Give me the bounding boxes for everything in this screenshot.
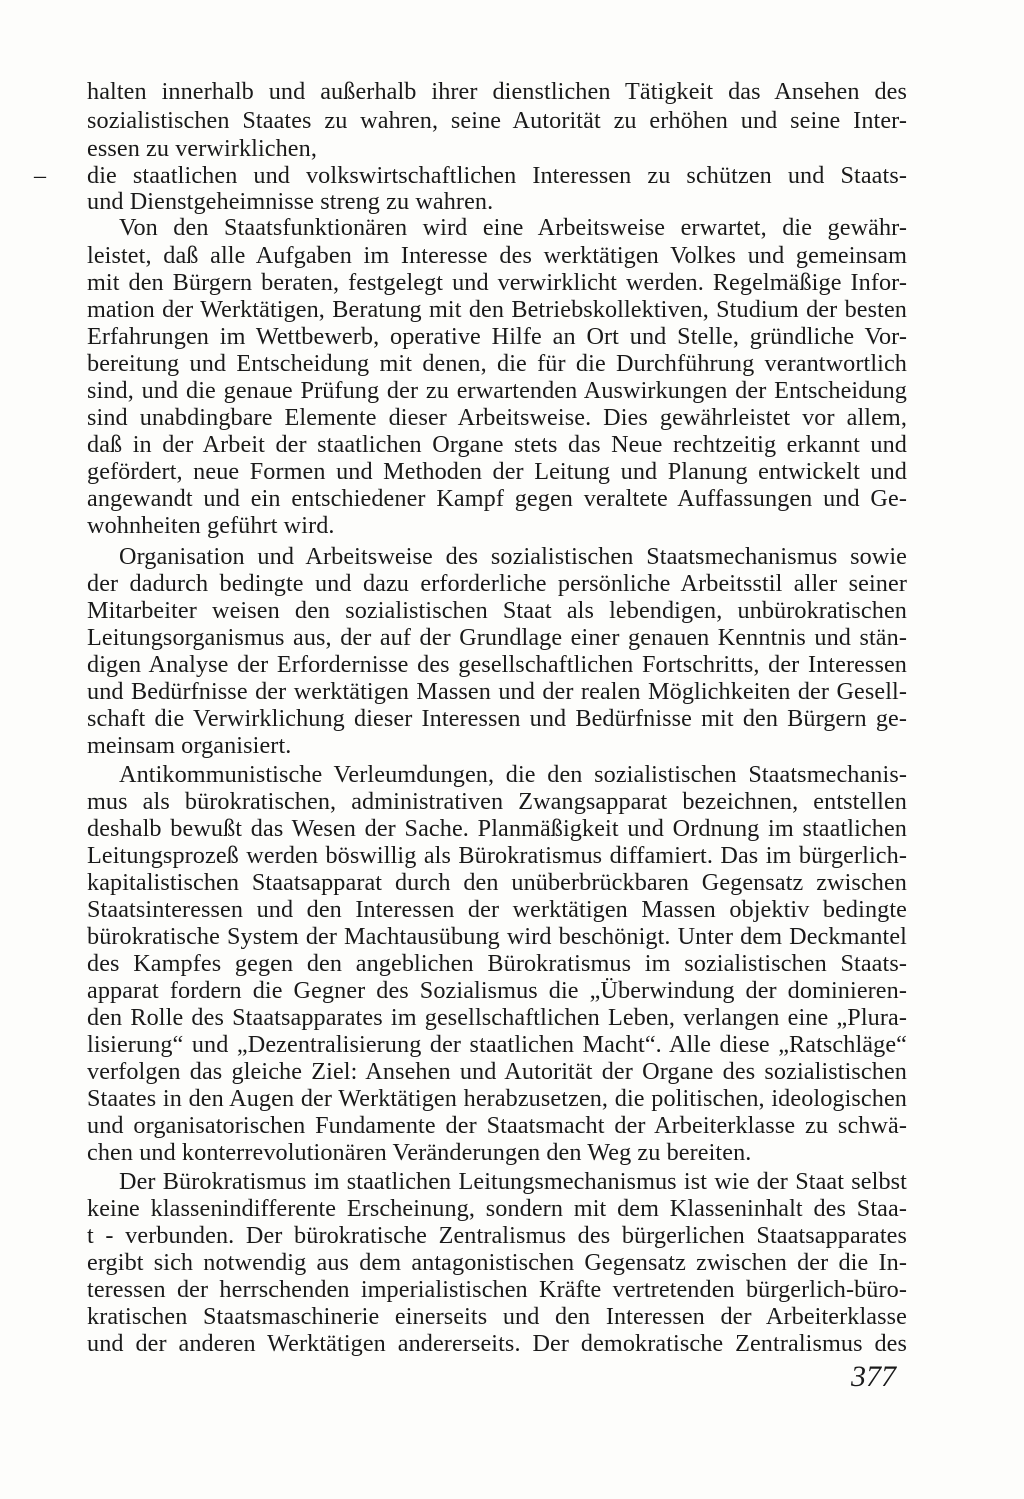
text-line: t - verbunden. Der bürokratische Zentralismus des bürgerlichen Staatsapparates <box>87 1222 907 1249</box>
text-line: mit den Bürgern beraten, festgelegt und verwirklicht werden. Regelmäßige Infor- <box>87 269 907 296</box>
text-line: meinsam organisiert. <box>87 732 292 759</box>
text-line: halten innerhalb und außerhalb ihrer dienstlichen Tätigkeit das Ansehen des <box>87 78 907 105</box>
text-line: Mitarbeiter weisen den sozialistischen Staat als lebendigen, unbürokratischen <box>87 597 907 624</box>
text-line: Antikommunistische Verleumdungen, die den sozialistischen Staatsmechanis- <box>119 761 907 788</box>
text-line: deshalb bewußt das Wesen der Sache. Planmäßigkeit und Ordnung im staatlichen <box>87 815 907 842</box>
text-line: apparat fordern die Gegner des Sozialismus die „Überwindung der dominieren- <box>87 977 907 1004</box>
text-line: digen Analyse der Erfordernisse des gesellschaftlichen Fortschritts, der Interessen <box>87 651 907 678</box>
text-line: und Bedürfnisse der werktätigen Massen und der realen Möglichkeiten der Gesell- <box>87 678 907 705</box>
text-line: der dadurch bedingte und dazu erforderliche persönliche Arbeitsstil aller seiner <box>87 570 907 597</box>
text-line: bereitung und Entscheidung mit denen, die für die Durchführung verantwortlich <box>87 350 907 377</box>
text-line: angewandt und ein entschiedener Kampf gegen veraltete Auffassungen und Ge- <box>87 485 907 512</box>
text-line: kapitalistischen Staatsapparat durch den unüberbrückbaren Gegensatz zwischen <box>87 869 907 896</box>
text-line: sind unabdingbare Elemente dieser Arbeitsweise. Dies gewährleistet vor allem, <box>87 404 907 431</box>
text-line: daß in der Arbeit der staatlichen Organe stets das Neue rechtzeitig erkannt und <box>87 431 907 458</box>
text-line: ergibt sich notwendig aus dem antagonistischen Gegensatz zwischen der die In- <box>87 1249 907 1276</box>
text-line: lisierung“ und „Dezentralisierung der staatlichen Macht“. Alle diese „Ratschläge“ <box>87 1031 907 1058</box>
text-line: des Kampfes gegen den angeblichen Bürokratismus im sozialistischen Staats- <box>87 950 907 977</box>
text-line: kratischen Staatsmaschinerie einerseits und den Interessen der Arbeiterklasse <box>87 1303 907 1330</box>
text-line: bürokratische System der Machtausübung wird beschönigt. Unter dem Deckmantel <box>87 923 907 950</box>
text-line: teressen der herrschenden imperialistischen Kräfte vertretenden bürgerlich-büro- <box>87 1276 907 1303</box>
text-line: mation der Werktätigen, Beratung mit den Betriebskollektiven, Studium der besten <box>87 296 907 323</box>
text-line: gefördert, neue Formen und Methoden der Leitung und Planung entwickelt und <box>87 458 907 485</box>
text-line: die staatlichen und volkswirtschaftlichen Interessen zu schützen und Staats- <box>87 162 907 189</box>
list-dash: – <box>34 163 46 189</box>
text-line: Leitungsorganismus aus, der auf der Grundlage einer genauen Kenntnis und stän- <box>87 624 907 651</box>
page-number: 377 <box>851 1360 896 1393</box>
text-line: den Rolle des Staatsapparates im gesellschaftlichen Leben, verlangen eine „Plura- <box>87 1004 907 1031</box>
text-line: wohnheiten geführt wird. <box>87 512 335 539</box>
text-line: chen und konterrevolutionären Veränderungen den Weg zu bereiten. <box>87 1139 752 1166</box>
text-line: Der Bürokratismus im staatlichen Leitungsmechanismus ist wie der Staat selbst <box>119 1168 907 1195</box>
text-line: sozialistischen Staates zu wahren, seine Autorität zu erhöhen und seine Inter- <box>87 107 907 134</box>
text-line: essen zu verwirklichen, <box>87 135 317 162</box>
text-line: Von den Staatsfunktionären wird eine Arbeitsweise erwartet, die gewähr- <box>119 214 907 241</box>
text-line: mus als bürokratischen, administrativen Zwangsapparat bezeichnen, entstellen <box>87 788 907 815</box>
text-line: und der anderen Werktätigen andererseits. Der demokratische Zentralismus des <box>87 1330 907 1357</box>
text-line: Leitungsprozeß werden böswillig als Bürokratismus diffamiert. Das im bürgerlich- <box>87 842 907 869</box>
text-line: Organisation und Arbeitsweise des sozialistischen Staatsmechanismus sowie <box>119 543 907 570</box>
text-line: Staates in den Augen der Werktätigen herabzusetzen, die politischen, ideologischen <box>87 1085 907 1112</box>
text-line: schaft die Verwirklichung dieser Interessen und Bedürfnisse mit den Bürgern ge- <box>87 705 907 732</box>
text-line: sind, und die genaue Prüfung der zu erwartenden Auswirkungen der Entscheidung <box>87 377 907 404</box>
text-line: und Dienstgeheimnisse streng zu wahren. <box>87 188 494 215</box>
text-line: keine klassenindifferente Erscheinung, sondern mit dem Klasseninhalt des Staa- <box>87 1195 907 1222</box>
text-line: Staatsinteressen und den Interessen der werktätigen Massen objektiv bedingte <box>87 896 907 923</box>
text-line: leistet, daß alle Aufgaben im Interesse des werktätigen Volkes und gemeinsam <box>87 242 907 269</box>
text-line: verfolgen das gleiche Ziel: Ansehen und Autorität der Organe des sozialistischen <box>87 1058 907 1085</box>
text-line: und organisatorischen Fundamente der Staatsmacht der Arbeiterklasse zu schwä- <box>87 1112 907 1139</box>
text-line: Erfahrungen im Wettbewerb, operative Hilfe an Ort und Stelle, gründliche Vor- <box>87 323 907 350</box>
